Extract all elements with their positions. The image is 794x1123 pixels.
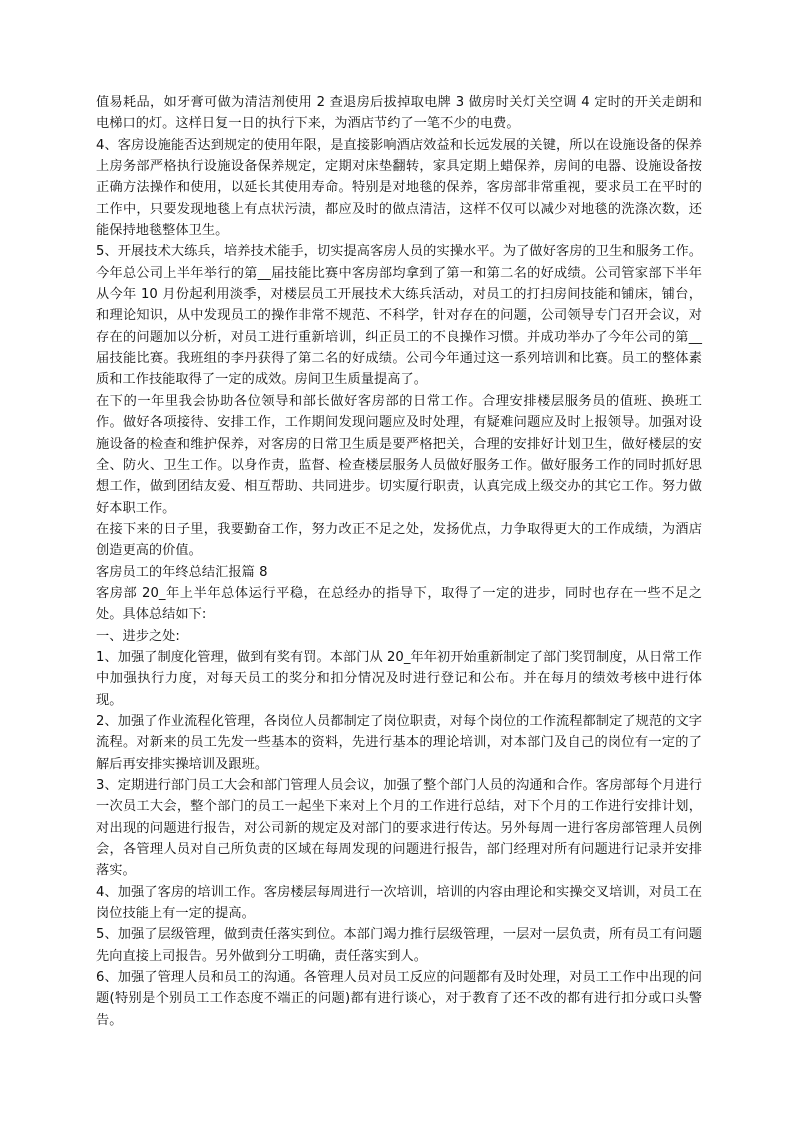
paragraph-item-4: 4、加强了客房的培训工作。客房楼层每周进行一次培训，培训的内容由理论和实操交叉培训，对员工在岗位技能上有一定的提高。 xyxy=(96,884,702,922)
paragraph-item-3: 3、定期进行部门员工大会和部门管理人员会议，加强了整个部门人员的沟通和合作。客房部每个月进行一次员工大会，整个部门的员工一起坐下来对上个月的工作进行总结，对下个月的工作进行安排计划，对出现的问题进行报告，对公司新的规定及对部门的要求进行传达。另外每周一进行客房部管理人员例会，各管理人员对自己所负责的区域在每周发现的问题进行报告，部门经理对所有问题进行记录并安排落实。 xyxy=(96,778,702,879)
paragraph-continuation: 值易耗品，如牙膏可做为清洁剂使用 2 查退房后拔掉取电牌 3 做房时关灯关空调 4 定时的开关走朗和电梯口的灯。这样日复一日的执行下来，为酒店节约了一笔不少的电费。 xyxy=(96,95,702,132)
paragraph-item-2: 2、加强了作业流程化管理，各岗位人员都制定了岗位职责，对每个岗位的工作流程都制定了规范的文字流程。对新来的员工先发一些基本的资料，先进行基本的理论培训，对本部门及自己的岗位有一定的了解后再安排实操培训及跟班。 xyxy=(96,713,702,772)
paragraph-item-1: 1、加强了制度化管理，做到有奖有罚。本部门从 20_年年初开始重新制定了部门奖罚制度，从日常工作中加强执行力度，对每天员工的奖分和扣分情况及时进行登记和公布。并在每月的绩效考核中进行体现。 xyxy=(96,649,702,708)
paragraph-item-5: 5、加强了层级管理，做到责任落实到位。本部门竭力推行层级管理，一层对一层负责，所有员工有问题先向直接上司报告。另外做到分工明确，责任落实到人。 xyxy=(96,927,702,964)
document-page xyxy=(96,92,702,1031)
paragraph-item-4-facility-maintenance: 4、客房设施能否达到规定的使用年限，是直接影响酒店效益和长远发展的关键，所以在设施设备的保养上房务部严格执行设施设备保养规定，定期对床垫翻转，家具定期上蜡保养，房间的电器、设施设备按正确方法操作和使用，以延长其使用寿命。特别是对地毯的保养，客房部非常重视，要求员工在平时的工作中，只要发现地毯上有点状污渍，都应及时的做点清洁，这样不仅可以减少对地毯的洗涤次数，还能保持地毯整体卫生。 xyxy=(96,137,702,239)
section-title: 客房员工的年终总结汇报篇 8 xyxy=(96,564,268,580)
paragraph-next-year-plan: 在下的一年里我会协助各位领导和部长做好客房部的日常工作。合理安排楼层服务员的值班、换班工作。做好各项接待、安排工作，工作期间发现问题应及时处理，有疑难问题应及时上报领导。加强对设施设备的检查和维护保养，对客房的日常卫生质是要严格把关，合理的安排好计划卫生，做好楼层的安全、防火、卫生工作。以身作责，监督、检查楼层服务人员做好服务工作。做好服务工作的同时抓好思想工作，做到团结友爱、相互帮助、共同进步。切实厦行职责，认真完成上级交办的其它工作。努力做好本职工作。 xyxy=(96,393,702,516)
paragraph-closing: 在接下来的日子里，我要勤奋工作，努力改正不足之处，发扬优点，力争取得更大的工作成绩，为酒店创造更高的价值。 xyxy=(96,521,702,559)
section-heading-progress: 一、进步之处: xyxy=(96,628,180,644)
paragraph-item-6: 6、加强了管理人员和员工的沟通。各管理人员对员工反应的问题都有及时处理，对员工工作中出现的问题(特别是个别员工工作态度不端正的问题)都有进行谈心，对于教育了还不改的都有进行扣分或口头警告。 xyxy=(96,970,702,1028)
paragraph-intro: 客房部 20_年上半年总体运行平稳，在总经办的指导下，取得了一定的进步，同时也存在一些不足之处。具体总结如下: xyxy=(96,585,702,623)
paragraph-item-5-skills-training: 5、开展技术大练兵，培养技术能手，切实提高客房人员的实操水平。为了做好客房的卫生和服务工作。今年总公司上半年举行的第__届技能比赛中客房部均拿到了第一和第二名的好成绩。公司管家部下半年从今年 10 月份起利用淡季，对楼层员工开展技术大练兵活动，对员工的打扫房间技能和铺床，铺台，和理论知识，从中发现员工的操作非常不规范、不科学，针对存在的问题，公司领导专门召开会议，对存在的问题加以分析，对员工进行重新培训，纠正员工的不良操作习惯。并成功举办了今年公司的第__届技能比赛。我班组的李丹获得了第二名的好成绩。公司今年通过这一系列培训和比赛。员工的整体素质和工作技能取得了一定的成效。房间卫生质量提高了。 xyxy=(96,244,702,388)
